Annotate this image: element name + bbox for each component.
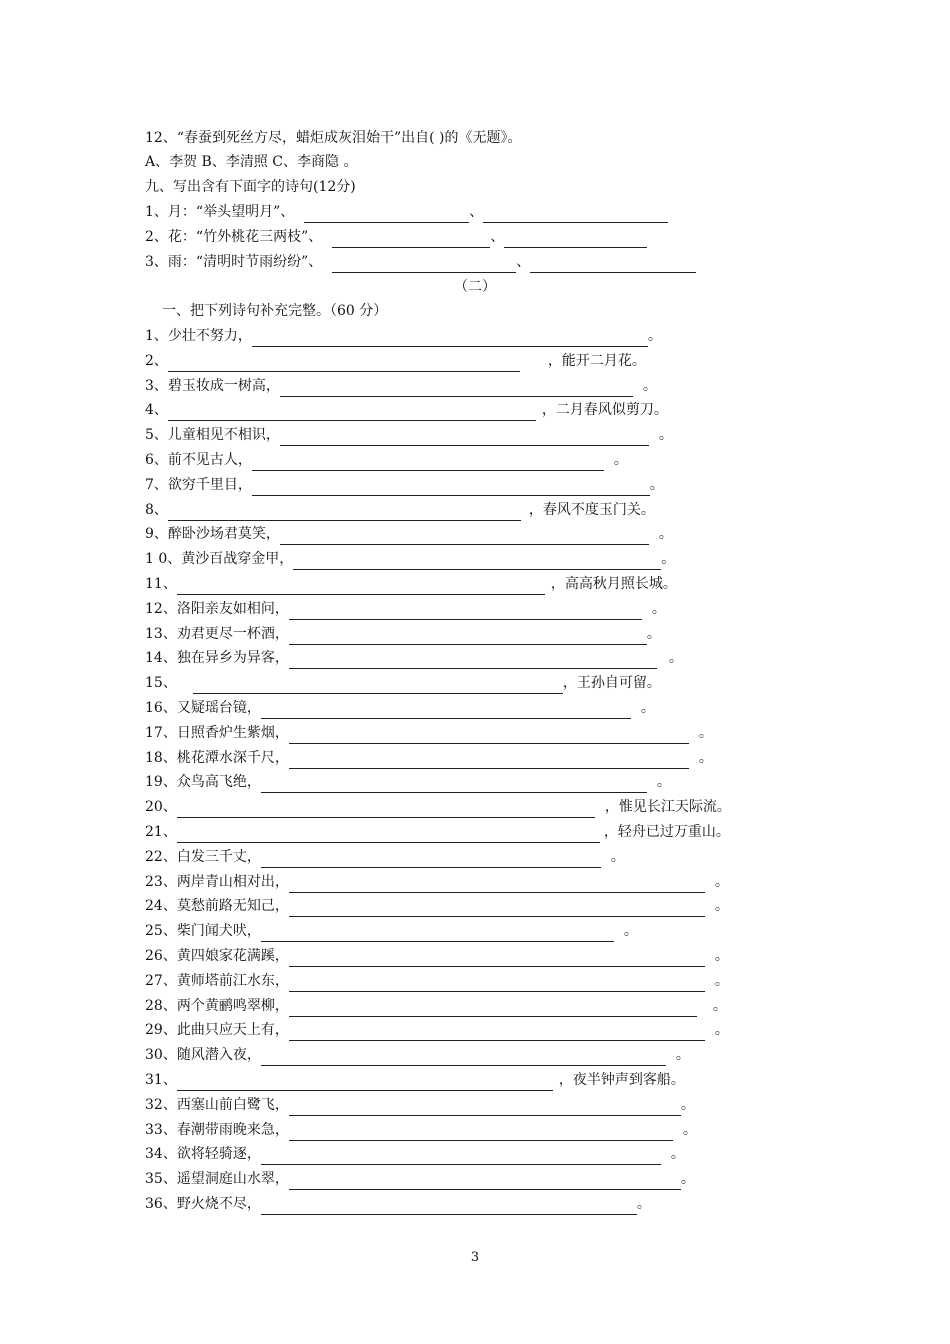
fill-in-row — [145, 995, 727, 1017]
question-12-options-text: A、李贺 B、李清照 C、李商隐 。 — [145, 154, 358, 170]
answer-blank[interactable] — [168, 505, 521, 521]
answer-blank[interactable] — [289, 753, 689, 769]
section-9-item — [145, 226, 647, 248]
row-ending: 。 — [682, 1121, 697, 1138]
fill-in-row — [145, 647, 683, 669]
row-ending: ，王孙自可留。 — [562, 675, 661, 692]
row-prompt: 8、 — [145, 501, 168, 518]
row-ending: 。 — [714, 873, 729, 890]
fill-in-row — [145, 722, 713, 744]
section-9-item — [145, 251, 696, 273]
fill-in-row — [145, 424, 673, 446]
answer-blank[interactable] — [252, 331, 648, 347]
item-prefix: 3、雨：“清明时节雨纷纷”、 — [145, 254, 323, 270]
answer-blank[interactable] — [289, 1125, 673, 1141]
answer-blank[interactable] — [261, 852, 601, 868]
answer-blank[interactable] — [177, 827, 600, 843]
answer-blank[interactable] — [280, 430, 649, 446]
row-prompt: 22、白发三千丈， — [145, 848, 261, 865]
fill-in-row — [145, 871, 729, 893]
row-ending: 。 — [714, 972, 729, 989]
row-prompt: 27、黄师塔前江水东， — [145, 972, 289, 989]
row-prompt: 36、野火烧不尽， — [145, 1196, 261, 1212]
row-ending: 。 — [651, 600, 666, 617]
row-prompt: 1、少壮不努力， — [145, 328, 252, 344]
row-prompt: 28、两个黄鹂鸣翠柳， — [145, 997, 289, 1014]
fill-in-row — [145, 920, 638, 942]
answer-blank[interactable] — [332, 232, 490, 248]
row-prompt: 2、 — [145, 352, 168, 369]
section-9-title — [145, 176, 356, 198]
item-separator: 、 — [469, 204, 484, 220]
fill-in-row — [145, 895, 729, 917]
question-12-options — [145, 151, 357, 173]
row-prompt: 31、 — [145, 1072, 177, 1088]
row-prompt: 15、 — [145, 675, 177, 692]
answer-blank[interactable] — [261, 1050, 666, 1066]
row-ending: 。 — [646, 625, 661, 642]
row-prompt: 24、莫愁前路无知己， — [145, 898, 289, 915]
answer-blank[interactable] — [304, 207, 469, 223]
answer-blank[interactable] — [289, 1174, 681, 1190]
row-prompt: 20、 — [145, 799, 177, 816]
answer-blank[interactable] — [168, 405, 536, 421]
row-ending: ，夜半钟声到客船。 — [558, 1072, 685, 1088]
question-12-text: 12、“春蚕到死丝方尽，蜡炬成灰泪始干”出自( )的《无题》。 — [145, 130, 522, 146]
row-ending: 。 — [680, 1171, 695, 1188]
section-9-title-text: 九、写出含有下面字的诗句(12分) — [145, 179, 356, 195]
fill-in-row — [145, 1168, 695, 1190]
row-prompt: 4、 — [145, 402, 168, 419]
row-ending: 。 — [642, 377, 657, 394]
answer-blank[interactable] — [289, 951, 705, 967]
row-ending: 。 — [661, 551, 676, 568]
answer-blank[interactable] — [177, 1075, 553, 1091]
answer-blank[interactable] — [168, 356, 520, 372]
row-ending: ，惟见长江天际流。 — [604, 799, 731, 816]
item-prefix: 2、花：“竹外桃花三两枝”、 — [145, 229, 323, 245]
row-prompt: 6、前不见古人， — [145, 452, 252, 468]
row-prompt: 33、春潮带雨晚来急， — [145, 1121, 289, 1138]
fill-in-row — [145, 1094, 695, 1116]
row-ending: 。 — [714, 1022, 729, 1039]
answer-blank[interactable] — [261, 1199, 637, 1215]
row-prompt: 17、日照香炉生紫烟， — [145, 724, 289, 741]
row-ending: 。 — [714, 898, 729, 915]
section-1-title-text: 一、把下列诗句补充完整。（60 分） — [162, 303, 388, 319]
row-prompt: 21、 — [145, 824, 177, 840]
fill-in-row — [145, 1193, 651, 1215]
answer-blank[interactable] — [289, 901, 705, 917]
row-ending: 。 — [712, 997, 727, 1014]
answer-blank[interactable] — [289, 629, 647, 645]
part-two-heading: （二） — [454, 279, 496, 295]
answer-blank[interactable] — [193, 678, 563, 694]
row-prompt: 13、劝君更尽一杯酒， — [145, 625, 289, 642]
row-ending: 。 — [658, 526, 673, 543]
answer-blank[interactable] — [252, 480, 650, 496]
answer-blank[interactable] — [293, 554, 661, 570]
row-ending: ，轻舟已过万重山。 — [603, 824, 730, 840]
answer-blank[interactable] — [289, 877, 705, 893]
fill-in-row — [145, 796, 731, 818]
fill-in-row — [145, 1069, 685, 1091]
section-9-item — [145, 201, 668, 223]
answer-blank[interactable] — [280, 381, 633, 397]
fill-in-row — [145, 350, 646, 372]
row-prompt: 19、众鸟高飞绝， — [145, 774, 261, 791]
row-ending: 。 — [649, 476, 664, 493]
answer-blank[interactable] — [252, 455, 604, 471]
row-ending: 。 — [656, 774, 671, 791]
fill-in-row — [145, 1143, 685, 1165]
row-ending: ，二月春风似剪刀。 — [541, 402, 668, 419]
row-ending: 。 — [668, 650, 683, 667]
row-prompt: 16、又疑瑶台镜， — [145, 700, 261, 716]
row-ending: 。 — [680, 1096, 695, 1113]
row-ending: ，春风不度玉门关。 — [528, 501, 655, 518]
answer-blank[interactable] — [289, 653, 657, 669]
row-prompt: 34、欲将轻骑逐， — [145, 1146, 261, 1163]
section-1-title — [162, 300, 387, 322]
fill-in-row — [145, 945, 729, 967]
row-ending: 。 — [658, 427, 673, 444]
fill-in-row — [145, 970, 729, 992]
item-separator: 、 — [490, 229, 505, 245]
item-separator: 、 — [516, 254, 531, 270]
fill-in-row — [145, 573, 677, 595]
row-prompt: 1 0、黄沙百战穿金甲， — [145, 551, 294, 568]
answer-blank[interactable] — [261, 926, 614, 942]
fill-in-row — [145, 697, 655, 719]
row-prompt: 14、独在异乡为异客， — [145, 650, 289, 667]
fill-in-row — [145, 375, 657, 397]
row-ending: 。 — [636, 1196, 651, 1212]
answer-blank[interactable] — [332, 257, 516, 273]
fill-in-row — [145, 672, 661, 694]
answer-blank[interactable] — [289, 604, 642, 620]
row-ending: 。 — [623, 923, 638, 940]
answer-blank[interactable] — [289, 1025, 705, 1041]
fill-in-row — [145, 1019, 729, 1041]
row-ending: 。 — [647, 328, 662, 344]
answer-blank[interactable] — [261, 1149, 661, 1165]
answer-blank[interactable] — [261, 703, 631, 719]
fill-in-row — [145, 548, 675, 570]
row-ending: 。 — [675, 1047, 690, 1064]
item-prefix: 1、月：“举头望明月”、 — [145, 204, 295, 220]
row-prompt: 26、黄四娘家花满蹊， — [145, 948, 289, 964]
row-prompt: 3、碧玉妆成一树高， — [145, 377, 280, 394]
row-prompt: 7、欲穷千里目， — [145, 476, 252, 493]
fill-in-row — [145, 846, 625, 868]
row-ending: 。 — [698, 724, 713, 741]
answer-blank[interactable] — [177, 579, 545, 595]
answer-blank[interactable] — [289, 728, 689, 744]
answer-blank[interactable] — [177, 802, 595, 818]
row-prompt: 5、儿童相见不相识， — [145, 427, 280, 444]
fill-in-row — [145, 821, 730, 843]
fill-in-row — [145, 623, 661, 645]
answer-blank[interactable] — [280, 529, 649, 545]
row-ending: 。 — [714, 948, 729, 964]
row-prompt: 23、两岸青山相对出， — [145, 873, 289, 890]
answer-blank[interactable] — [483, 207, 668, 223]
row-prompt: 35、遥望洞庭山水翠， — [145, 1171, 289, 1188]
row-prompt: 12、洛阳亲友如相问， — [145, 600, 289, 617]
row-ending: ，高高秋月照长城。 — [550, 576, 677, 592]
answer-blank[interactable] — [289, 976, 705, 992]
fill-in-row — [145, 1044, 690, 1066]
fill-in-row — [145, 474, 664, 496]
answer-blank[interactable] — [289, 1001, 697, 1017]
answer-blank[interactable] — [530, 257, 696, 273]
fill-in-row — [145, 399, 668, 421]
row-ending: 。 — [640, 700, 655, 716]
question-12 — [145, 127, 522, 149]
row-prompt: 30、随风潜入夜， — [145, 1047, 261, 1064]
fill-in-row — [145, 449, 628, 471]
row-ending: ，能开二月花。 — [547, 352, 646, 369]
answer-blank[interactable] — [261, 777, 647, 793]
fill-in-row — [145, 598, 666, 620]
row-prompt: 32、西塞山前白鹭飞， — [145, 1096, 289, 1113]
row-ending: 。 — [613, 452, 628, 468]
row-prompt: 11、 — [145, 576, 177, 592]
page-number: 3 — [470, 1250, 480, 1265]
row-prompt: 18、桃花潭水深千尺， — [145, 749, 289, 766]
answer-blank[interactable] — [289, 1100, 681, 1116]
fill-in-row — [145, 771, 671, 793]
fill-in-row — [145, 325, 662, 347]
row-ending: 。 — [670, 1146, 685, 1163]
row-prompt: 9、醉卧沙场君莫笑， — [145, 526, 280, 543]
row-prompt: 25、柴门闻犬吠， — [145, 923, 261, 940]
fill-in-row — [145, 747, 713, 769]
row-ending: 。 — [698, 749, 713, 766]
row-prompt: 29、此曲只应天上有， — [145, 1022, 289, 1039]
answer-blank[interactable] — [504, 232, 647, 248]
fill-in-row — [145, 523, 673, 545]
fill-in-row — [145, 499, 655, 521]
fill-in-row — [145, 1119, 697, 1141]
row-ending: 。 — [610, 848, 625, 865]
